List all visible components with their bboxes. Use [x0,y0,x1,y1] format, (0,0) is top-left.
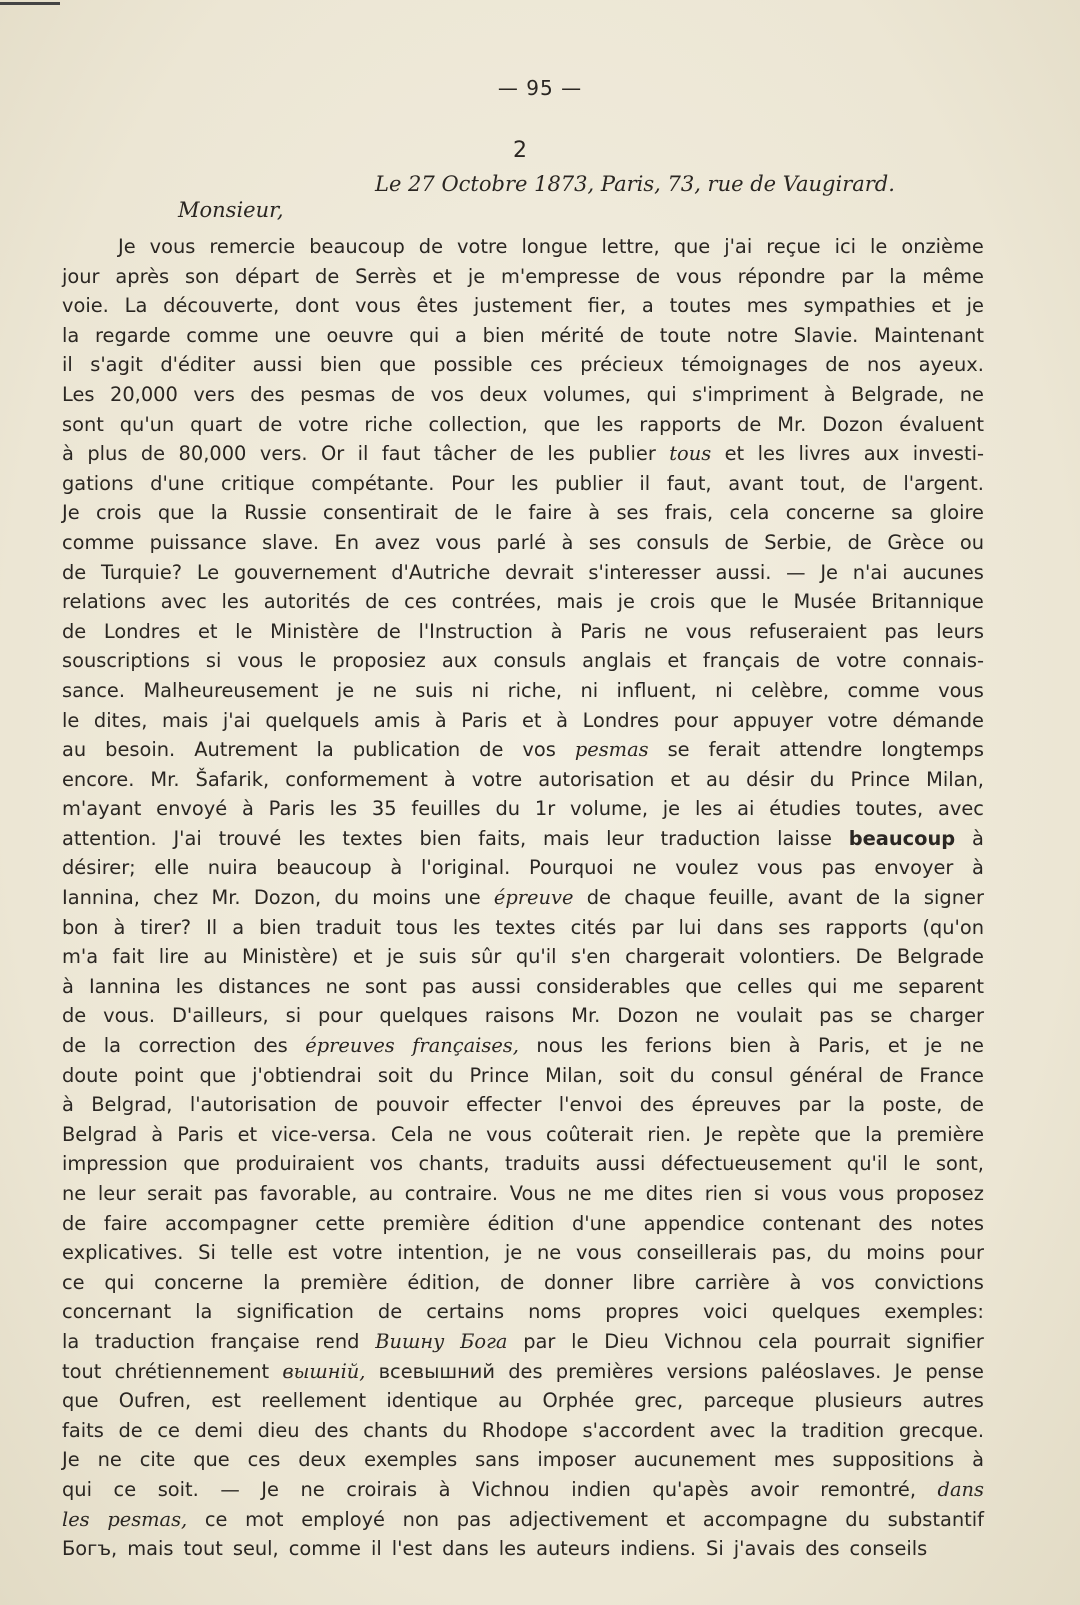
letter-body [62,232,984,1564]
top-rule [0,2,60,5]
body-line: doute point que j'obtiendrai soit du Prince Milan, soit du consul général de France [62,1063,984,1087]
body-line: tout chrétiennement вышній, всевышний des premières versions paléoslaves. Je pense [62,1359,984,1383]
body-line: de faire accompagner cette première édition d'une appendice contenant des notes [62,1211,984,1235]
body-line: Les 20,000 vers des pesmas de vos deux volumes, qui s'impriment à Belgrade, ne [62,382,984,406]
body-line: Je crois que la Russie consentirait de le faire à ses frais, cela concerne sa gloire [62,501,984,525]
body-line: faits de ce demi dieu des chants du Rhodope s'accordent avec la tradition grecque. [62,1418,984,1442]
body-line: à Belgrad, l'autorisation de pouvoir effecter l'envoi des épreuves par la poste, de [62,1093,984,1117]
body-line: sont qu'un quart de votre riche collection, que les rapports de Mr. Dozon évaluent [62,412,984,436]
body-line: voie. La découverte, dont vous êtes justement fier, a toutes mes sympathies et je [62,294,984,318]
body-line: bon à tirer? Il a bien traduit tous les textes cités par lui dans ses rapports (qu'on [62,915,984,939]
body-line: de Londres et le Ministère de l'Instruction à Paris ne vous refuseraient pas leurs [62,619,984,643]
body-line: sance. Malheureusement je ne suis ni riche, ni influent, ni celèbre, comme vous [62,678,984,702]
body-line: encore. Mr. Šafarik, conformement à votre autorisation et au désir du Prince Milan, [62,767,984,791]
body-line: de vous. D'ailleurs, si pour quelques raisons Mr. Dozon ne voulait pas se charger [62,1004,984,1028]
body-line: Je ne cite que ces deux exemples sans imposer aucunement mes suppositions à [62,1448,984,1472]
body-line: ne leur serait pas favorable, au contraire. Vous ne me dites rien si vous vous proposez [62,1182,984,1205]
body-line: Belgrad à Paris et vice-versa. Cela ne vous coûterait rien. Je repète que la première [62,1122,984,1146]
body-line: au besoin. Autrement la publication de vos pesmas se ferait attendre longtemps [62,738,984,762]
body-line: concernant la signification de certains noms propres voici quelques exemples: [62,1300,984,1324]
body-line: gations d'une critique compétante. Pour les publier il faut, avant tout, de l'argent. [62,471,984,495]
body-line: la traduction française rend Вишну Бога par le Dieu Vichnou cela pourrait signifier [62,1329,984,1353]
dateline: Le 27 Octobre 1873, Paris, 73, rue de Vaugirard. [375,172,895,196]
body-line: impression que produiraient vos chants, traduits aussi défectueusement qu'il le sont, [62,1152,984,1176]
body-line: qui ce soit. — Je ne croirais à Vichnou indien qu'apès avoir remontré, dans [62,1477,984,1501]
body-line: de Turquie? Le gouvernement d'Autriche devrait s'interesser aussi. — Je n'ai aucunes [62,560,984,584]
body-line: le dites, mais j'ai quelquels amis à Paris et à Londres pour appuyer votre démande [62,708,984,732]
body-line: les pesmas, ce mot employé non pas adjectivement et accompagne du substantif [62,1507,984,1531]
body-line: à plus de 80,000 vers. Or il faut tâcher de les publier tous et les livres aux investi- [62,442,984,466]
body-line: de la correction des épreuves françaises, nous les ferions bien à Paris, et je ne [62,1034,984,1058]
body-line: Je vous remercie beaucoup de votre longue lettre, que j'ai reçue ici le onzième [118,235,984,258]
body-line: m'a fait lire au Ministère) et je suis sûr qu'il s'en chargerait volontiers. De Belgrade [62,945,984,969]
letter-number: 2 [513,138,527,163]
body-line: attention. J'ai trouvé les textes bien faits, mais leur traduction laisse beaucoup à [62,826,984,850]
body-line: relations avec les autorités de ces contrées, mais je crois que le Musée Britannique [62,590,984,614]
body-line: il s'agit d'éditer aussi bien que possible ces précieux témoignages de nos ayeux. [62,353,984,377]
body-line: comme puissance slave. En avez vous parlé à ses consuls de Serbie, de Grèce ou [62,530,984,554]
body-line: Богъ, mais tout seul, comme il l'est dans les auteurs indiens. Si j'avais des conseils [62,1537,928,1561]
page-number: — 95 — [497,76,583,100]
body-line: désirer; elle nuira beaucoup à l'original. Pourquoi ne voulez vous pas envoyer à [62,856,984,880]
salutation: Monsieur, [178,198,284,222]
body-line: ce qui concerne la première édition, de donner libre carrière à vos convictions [62,1270,984,1294]
body-line: souscriptions si vous le proposiez aux consuls anglais et français de votre connais- [62,649,984,673]
body-line: m'ayant envoyé à Paris les 35 feuilles du 1r volume, je les ai étudies toutes, avec [62,797,984,821]
body-line: la regarde comme une oeuvre qui a bien mérité de toute notre Slavie. Maintenant [62,323,984,347]
body-line: Iannina, chez Mr. Dozon, du moins une épreuve de chaque feuille, avant de la signer [62,886,984,910]
body-line: jour après son départ de Serrès et je m'empresse de vous répondre par la même [62,264,984,288]
body-line: à Iannina les distances ne sont pas aussi considerables que celles qui me separent [62,974,984,998]
body-line: que Oufren, est reellement identique au Orphée grec, parceque plusieurs autres [62,1389,984,1413]
body-line: explicatives. Si telle est votre intention, je ne vous conseillerais pas, du moins pour [62,1241,984,1265]
